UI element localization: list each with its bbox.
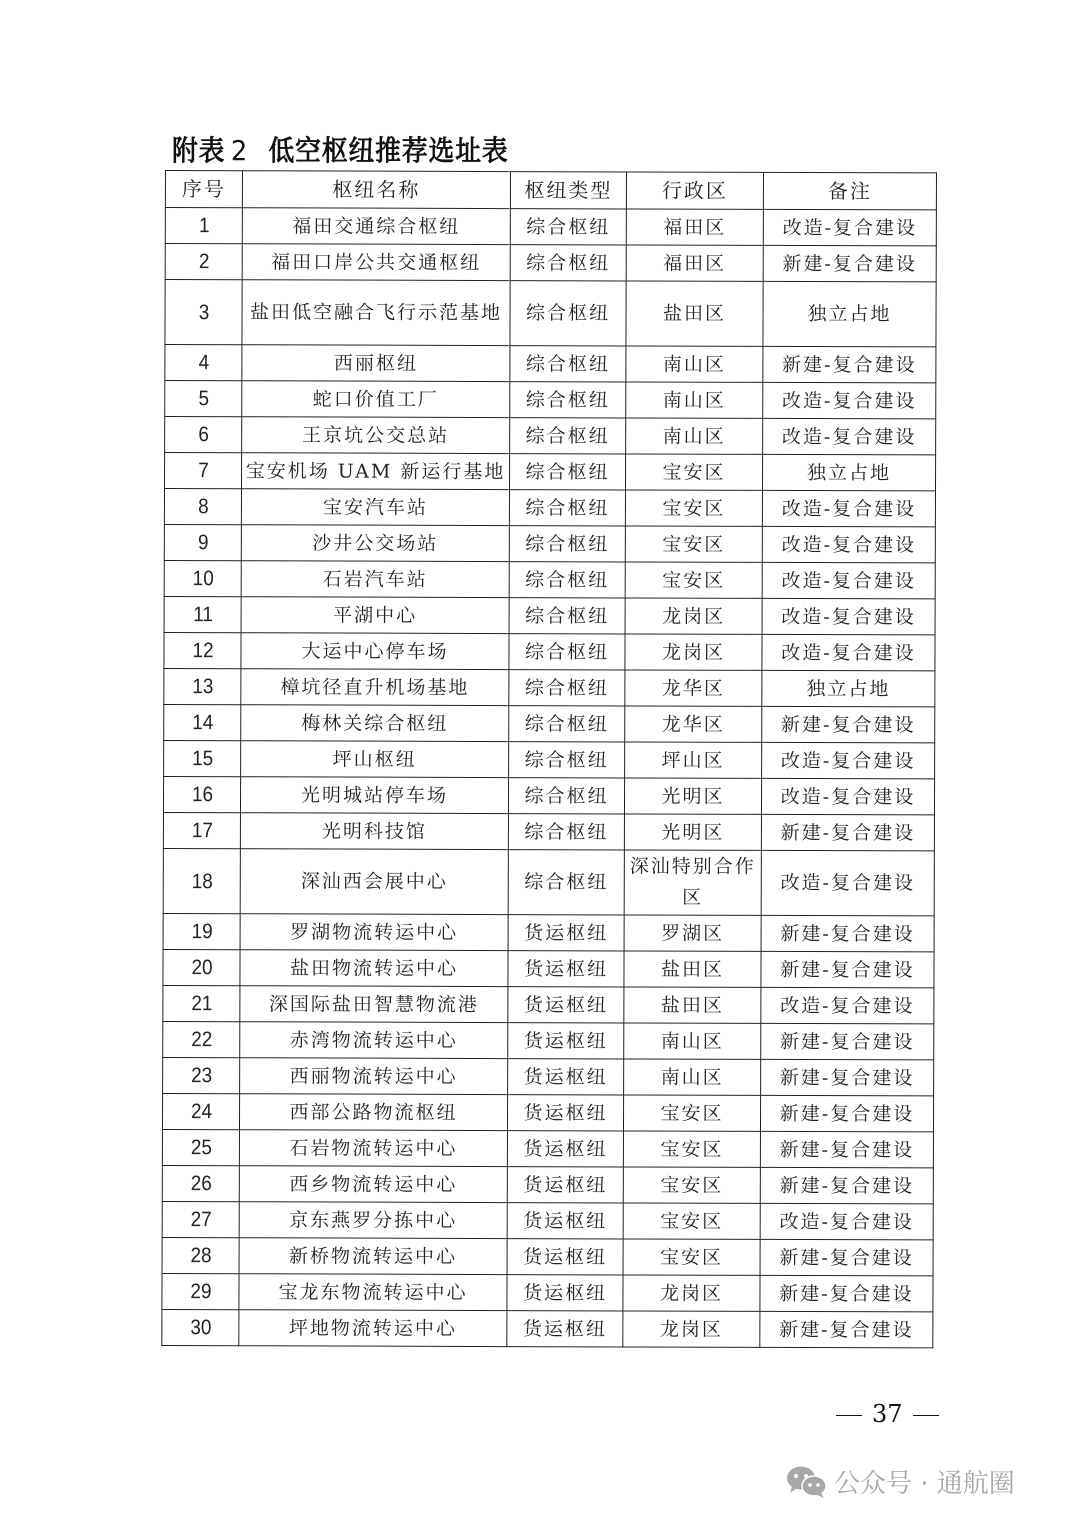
cell-note: 新建-复合建设 <box>761 915 934 952</box>
table-row <box>164 524 935 562</box>
cell-type: 综合枢纽 <box>509 634 625 670</box>
cell-name: 新桥物流转运中心 <box>239 1238 507 1275</box>
table-row <box>164 704 935 742</box>
cell-no: 23 <box>166 1058 235 1094</box>
table-row <box>164 453 935 491</box>
cell-district: 南山区 <box>626 382 763 418</box>
cell-district: 龙岗区 <box>623 1275 760 1311</box>
cell-district: 盐田区 <box>626 281 763 346</box>
cell-type: 综合枢纽 <box>509 454 625 490</box>
cell-district: 坪山区 <box>625 742 762 778</box>
cell-district: 光明区 <box>624 778 761 814</box>
cell-type: 综合枢纽 <box>510 209 626 245</box>
cell-note: 新建-复合建设 <box>761 814 934 851</box>
cell-type: 综合枢纽 <box>509 742 625 778</box>
table-row <box>163 949 934 987</box>
cell-name: 京东燕罗分拣中心 <box>239 1202 507 1239</box>
cell-name: 沙井公交场站 <box>241 525 509 562</box>
cell-note: 改造-复合建设 <box>763 418 936 455</box>
cell-type: 综合枢纽 <box>508 850 624 915</box>
cell-district: 宝安区 <box>625 490 762 526</box>
cell-name: 宝安机场 UAM 新运行基地 <box>241 453 509 490</box>
cell-district: 宝安区 <box>623 1095 760 1131</box>
cell-name: 王京坑公交总站 <box>242 417 510 454</box>
cell-name: 宝龙东物流转运中心 <box>239 1274 507 1311</box>
cell-note: 改造-复合建设 <box>761 987 934 1024</box>
cell-type: 综合枢纽 <box>508 814 624 850</box>
cell-note: 改造-复合建设 <box>762 634 935 671</box>
cell-type: 货运枢纽 <box>507 1095 623 1131</box>
cell-type: 综合枢纽 <box>509 562 625 598</box>
cell-type: 货运枢纽 <box>508 1023 624 1059</box>
cell-type: 综合枢纽 <box>508 778 624 814</box>
cell-district: 宝安区 <box>623 1239 760 1275</box>
cell-note: 改造-复合建设 <box>762 526 935 563</box>
header-note: 备注 <box>763 172 936 210</box>
cell-note: 改造-复合建设 <box>762 562 935 599</box>
page-number-value: 37 <box>872 1400 903 1428</box>
cell-note: 新建-复合建设 <box>760 1239 933 1276</box>
cell-type: 综合枢纽 <box>509 598 625 634</box>
cell-type: 货运枢纽 <box>507 1275 623 1311</box>
cell-type: 综合枢纽 <box>510 382 626 418</box>
cell-note: 独立占地 <box>763 281 936 347</box>
cell-type: 货运枢纽 <box>508 987 624 1023</box>
cell-district: 福田区 <box>626 245 763 281</box>
table-row <box>163 812 934 850</box>
cell-note: 改造-复合建设 <box>763 382 936 419</box>
cell-name: 深汕西会展中心 <box>240 849 508 915</box>
table-row <box>163 1021 934 1059</box>
page-number <box>826 1400 949 1428</box>
cell-name: 盐田低空融合飞行示范基地 <box>242 280 510 346</box>
wechat-icon <box>786 1465 828 1499</box>
cell-district: 福田区 <box>626 209 763 245</box>
cell-district: 宝安区 <box>623 1131 760 1167</box>
cell-no: 1 <box>169 208 238 244</box>
cell-name: 石岩物流转运中心 <box>239 1130 507 1167</box>
cell-district: 宝安区 <box>625 454 762 490</box>
cell-district: 宝安区 <box>625 526 762 562</box>
header-name: 枢纽名称 <box>242 171 510 209</box>
cell-no: 11 <box>168 597 237 633</box>
cell-name: 平湖中心 <box>241 597 509 634</box>
cell-district: 龙华区 <box>625 670 762 706</box>
table-row <box>162 1129 933 1167</box>
cell-no: 25 <box>166 1130 235 1166</box>
cell-name: 赤湾物流转运中心 <box>240 1022 508 1059</box>
table-row <box>162 1237 933 1275</box>
hub-site-table <box>161 170 937 1348</box>
table-row <box>164 668 935 706</box>
cell-name: 光明城站停车场 <box>240 777 508 814</box>
cell-type: 综合枢纽 <box>509 670 625 706</box>
cell-type: 货运枢纽 <box>508 951 624 987</box>
header-district: 行政区 <box>626 172 763 209</box>
cell-note: 新建-复合建设 <box>760 1275 933 1312</box>
cell-no: 2 <box>169 244 238 280</box>
cell-name: 宝安汽车站 <box>241 489 509 526</box>
table-row <box>163 1057 934 1095</box>
cell-note: 独立占地 <box>762 454 935 491</box>
table-row <box>162 1309 933 1347</box>
cell-district: 盐田区 <box>624 987 761 1023</box>
cell-type: 货运枢纽 <box>508 1059 624 1095</box>
table-row <box>163 848 934 915</box>
cell-name: 光明科技馆 <box>240 813 508 850</box>
cell-name: 西乡物流转运中心 <box>239 1166 507 1203</box>
cell-note: 改造-复合建设 <box>761 778 934 815</box>
cell-note: 改造-复合建设 <box>761 850 934 916</box>
cell-note: 独立占地 <box>762 670 935 707</box>
cell-district: 罗湖区 <box>624 915 761 951</box>
cell-no: 26 <box>166 1166 235 1202</box>
cell-note: 新建-复合建设 <box>763 245 936 282</box>
cell-note: 新建-复合建设 <box>760 1131 933 1168</box>
dash-left <box>836 1415 862 1417</box>
table-row <box>164 632 935 670</box>
cell-type: 综合枢纽 <box>509 706 625 742</box>
table-row <box>165 244 936 282</box>
cell-no: 19 <box>167 914 236 950</box>
cell-name: 罗湖物流转运中心 <box>240 914 508 951</box>
cell-note: 改造-复合建设 <box>763 209 936 246</box>
table-row <box>163 776 934 814</box>
table-row <box>165 208 936 246</box>
header-type: 枢纽类型 <box>510 172 626 209</box>
table-row <box>165 381 936 419</box>
cell-no: 3 <box>169 280 239 345</box>
cell-type: 货运枢纽 <box>507 1239 623 1275</box>
cell-type: 综合枢纽 <box>509 526 625 562</box>
cell-name: 西丽枢纽 <box>242 345 510 382</box>
cell-type: 货运枢纽 <box>507 1131 623 1167</box>
cell-name: 坪山枢纽 <box>241 741 509 778</box>
cell-name: 大运中心停车场 <box>241 633 509 670</box>
cell-no: 18 <box>167 849 237 914</box>
watermark <box>786 1463 1015 1500</box>
cell-type: 综合枢纽 <box>510 281 626 346</box>
cell-no: 17 <box>167 813 236 849</box>
cell-district: 宝安区 <box>623 1203 760 1239</box>
cell-name: 坪地物流转运中心 <box>239 1310 507 1347</box>
header-no: 序号 <box>165 171 242 208</box>
cell-note: 新建-复合建设 <box>761 951 934 988</box>
cell-district: 南山区 <box>626 346 763 382</box>
title-text: 低空枢纽推荐选址表 <box>268 134 509 167</box>
cell-type: 货运枢纽 <box>507 1167 623 1203</box>
cell-no: 24 <box>166 1094 235 1130</box>
table-body <box>162 208 937 1348</box>
table-title <box>172 129 509 169</box>
cell-no: 22 <box>167 1022 236 1058</box>
cell-no: 8 <box>168 489 237 525</box>
title-number: 2 <box>230 134 249 167</box>
dash-right <box>913 1415 939 1417</box>
cell-no: 14 <box>168 705 237 741</box>
table-row <box>162 1201 933 1239</box>
cell-no: 9 <box>168 525 237 561</box>
cell-name: 石岩汽车站 <box>241 561 509 598</box>
cell-no: 5 <box>169 381 238 417</box>
cell-name: 西部公路物流枢纽 <box>239 1094 507 1131</box>
cell-type: 货运枢纽 <box>507 1203 623 1239</box>
cell-district: 龙岗区 <box>623 1311 760 1347</box>
cell-no: 16 <box>167 777 236 813</box>
table-row <box>163 985 934 1023</box>
cell-type: 综合枢纽 <box>509 490 625 526</box>
cell-type: 货运枢纽 <box>507 1311 623 1347</box>
cell-no: 12 <box>168 633 237 669</box>
cell-no: 10 <box>168 561 237 597</box>
cell-note: 改造-复合建设 <box>762 598 935 635</box>
table-row <box>165 280 936 347</box>
cell-note: 新建-复合建设 <box>761 1023 934 1060</box>
cell-district: 龙岗区 <box>625 598 762 634</box>
cell-no: 30 <box>166 1310 235 1346</box>
cell-note: 新建-复合建设 <box>760 1095 933 1132</box>
table-row <box>165 345 936 383</box>
cell-name: 福田口岸公共交通枢纽 <box>242 244 510 281</box>
table-row <box>165 417 936 455</box>
cell-district: 深汕特别合作区 <box>624 850 761 915</box>
table-row <box>164 596 935 634</box>
cell-name: 梅林关综合枢纽 <box>241 705 509 742</box>
table-header-row <box>165 171 936 210</box>
cell-type: 综合枢纽 <box>510 346 626 382</box>
cell-no: 28 <box>166 1238 235 1274</box>
cell-no: 20 <box>167 950 236 986</box>
cell-district: 南山区 <box>624 1023 761 1059</box>
table-row <box>162 1273 933 1311</box>
table-row <box>164 740 935 778</box>
cell-no: 21 <box>167 986 236 1022</box>
cell-note: 改造-复合建设 <box>762 490 935 527</box>
cell-no: 7 <box>168 453 237 489</box>
cell-district: 龙华区 <box>625 706 762 742</box>
cell-name: 樟坑径直升机场基地 <box>241 669 509 706</box>
cell-name: 盐田物流转运中心 <box>240 950 508 987</box>
cell-district: 光明区 <box>624 814 761 850</box>
cell-name: 福田交通综合枢纽 <box>242 208 510 245</box>
table-row <box>163 913 934 951</box>
cell-type: 货运枢纽 <box>508 915 624 951</box>
cell-no: 15 <box>167 741 236 777</box>
cell-note: 新建-复合建设 <box>760 1167 933 1204</box>
cell-district: 南山区 <box>626 418 763 454</box>
cell-type: 综合枢纽 <box>510 418 626 454</box>
cell-note: 新建-复合建设 <box>760 1311 933 1348</box>
cell-no: 29 <box>166 1274 235 1310</box>
cell-type: 综合枢纽 <box>510 245 626 281</box>
cell-district: 盐田区 <box>624 951 761 987</box>
cell-no: 27 <box>166 1202 235 1238</box>
cell-district: 南山区 <box>624 1059 761 1095</box>
cell-name: 西丽物流转运中心 <box>240 1058 508 1095</box>
cell-note: 新建-复合建设 <box>763 346 936 383</box>
cell-name: 蛇口价值工厂 <box>242 381 510 418</box>
cell-district: 宝安区 <box>623 1167 760 1203</box>
cell-district: 宝安区 <box>625 562 762 598</box>
table-row <box>164 489 935 527</box>
cell-note: 新建-复合建设 <box>762 706 935 743</box>
cell-no: 13 <box>168 669 237 705</box>
cell-note: 改造-复合建设 <box>762 742 935 779</box>
cell-no: 6 <box>168 417 237 453</box>
table-row <box>164 560 935 598</box>
cell-no: 4 <box>169 345 238 381</box>
cell-note: 改造-复合建设 <box>760 1203 933 1240</box>
table-row <box>162 1165 933 1203</box>
title-prefix: 附表 <box>172 134 226 167</box>
cell-note: 新建-复合建设 <box>761 1059 934 1096</box>
watermark-text: 公众号 · 通航圈 <box>834 1469 1015 1499</box>
table-row <box>162 1093 933 1131</box>
cell-name: 深国际盐田智慧物流港 <box>240 986 508 1023</box>
cell-district: 龙岗区 <box>625 634 762 670</box>
